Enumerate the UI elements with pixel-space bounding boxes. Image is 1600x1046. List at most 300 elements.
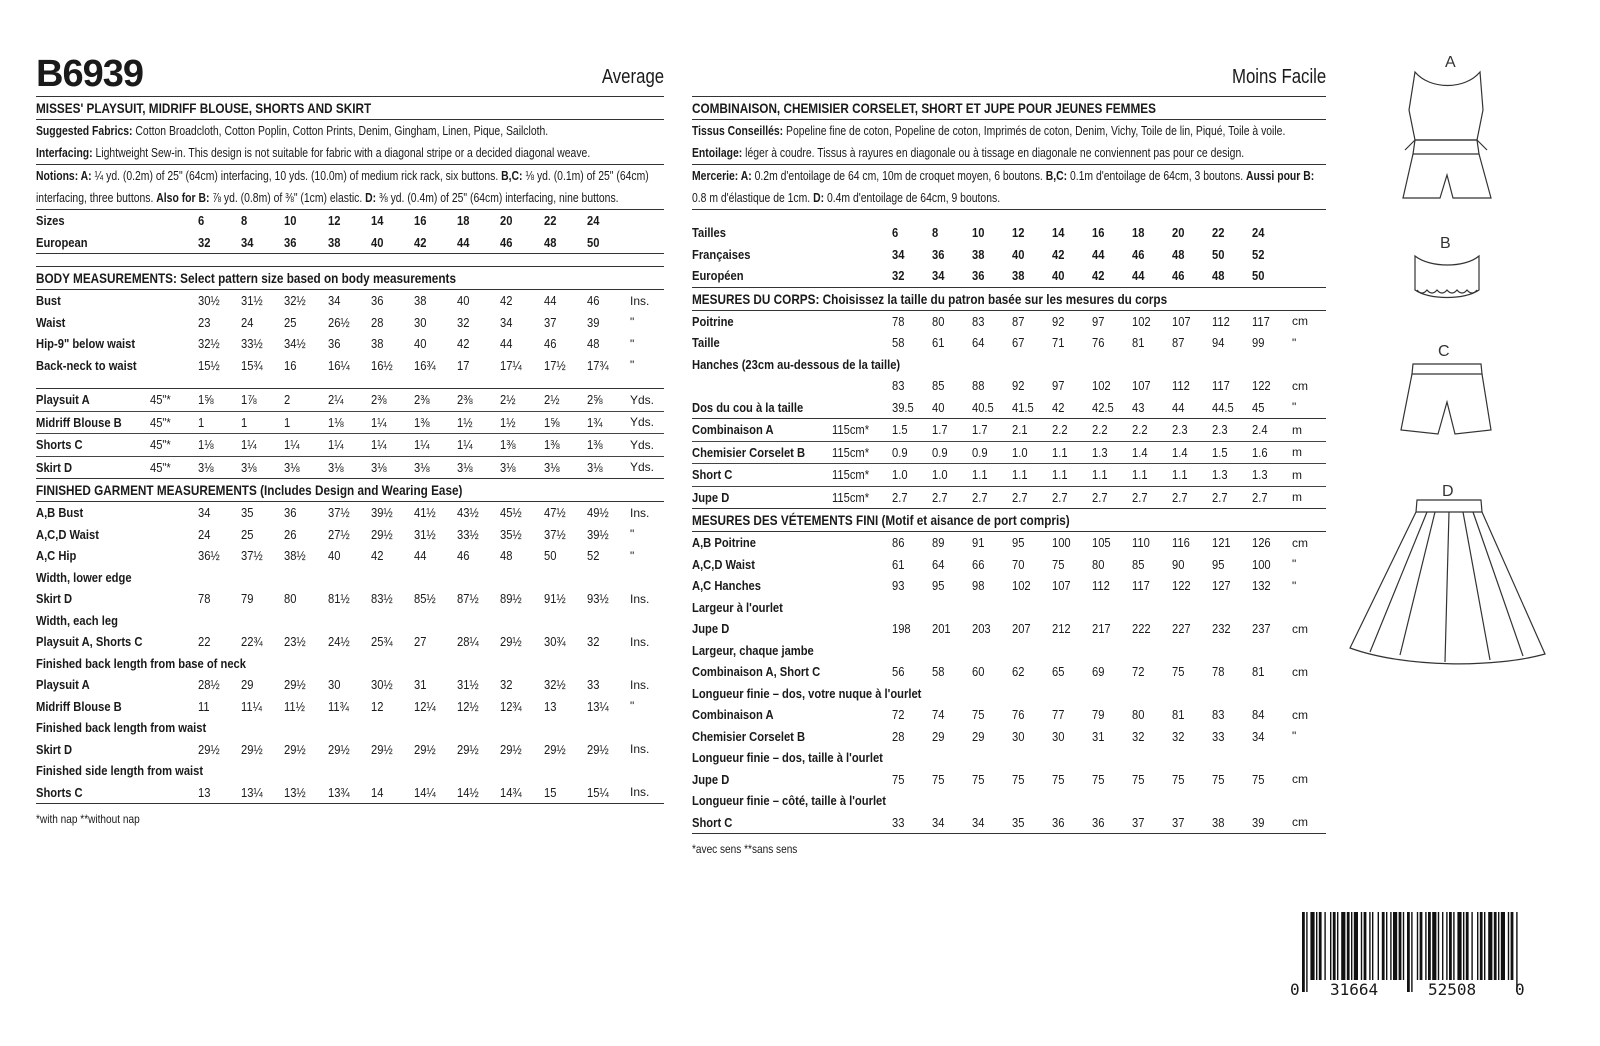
body-measurements-title: BODY MEASUREMENTS: Select pattern size based on body measurements	[36, 270, 456, 286]
pattern-title: MISSES' PLAYSUIT, MIDRIFF BLOUSE, SHORTS AND SKIRT	[36, 100, 372, 116]
measurement-row	[692, 532, 1326, 554]
size-value	[241, 333, 284, 355]
difficulty-level-fr: Moins Facile	[1231, 66, 1326, 88]
view-a-label: A	[1445, 54, 1456, 71]
size-value	[892, 244, 932, 266]
size-value-text: 42	[1092, 268, 1105, 284]
size-value	[241, 674, 284, 696]
size-value	[198, 524, 241, 546]
size-value-text: 1⅞	[241, 392, 257, 408]
size-value-text: 42	[370, 548, 384, 564]
size-value	[1052, 464, 1092, 487]
finished-measurements-title: FINISHED GARMENT MEASUREMENTS (Includes Design and Wearing Ease)	[36, 482, 463, 498]
measurement-row	[36, 312, 664, 334]
row-label	[36, 434, 150, 457]
footnote-fr: *avec sens **sans sens	[692, 842, 798, 856]
barcode-bar	[1471, 912, 1472, 980]
size-value	[500, 674, 543, 696]
size-value	[1172, 618, 1212, 640]
size-value	[1252, 419, 1292, 441]
size-value	[241, 502, 284, 524]
size-value	[241, 631, 284, 653]
size-value-text: 105	[1092, 535, 1111, 551]
size-value-text: 2.2	[1092, 422, 1108, 438]
size-value	[284, 502, 327, 524]
barcode-bar	[1369, 912, 1370, 980]
size-value-text: 39½	[586, 526, 609, 542]
measurement-row	[692, 575, 1326, 597]
size-value-text: 217	[1092, 621, 1111, 637]
size-value	[371, 502, 414, 524]
size-value	[1012, 618, 1052, 640]
row-label	[692, 661, 892, 683]
measurement-row	[692, 397, 1326, 419]
size-value-text: 10	[972, 225, 985, 241]
size-value-text: 102	[1012, 578, 1031, 594]
size-value-text: 1¼	[327, 437, 344, 453]
size-value-text: 1.1	[1092, 467, 1108, 483]
barcode-bar	[1457, 912, 1461, 980]
size-value-text: 2	[284, 392, 291, 408]
size-value-text: 29½	[457, 741, 479, 757]
size-value-text: 1	[241, 414, 248, 430]
size-value-text: 18	[457, 213, 470, 229]
row-label-text: Jupe D	[692, 771, 730, 787]
size-value	[1172, 441, 1212, 464]
size-value-text: 203	[972, 621, 991, 637]
size-value	[284, 739, 327, 761]
size-value	[241, 210, 284, 232]
notions-alsob: ⅞ yd. (0.8m) of ⅜" (1cm) elastic.	[212, 190, 363, 205]
unit	[1292, 244, 1326, 266]
size-value	[1132, 332, 1172, 354]
size-value	[1012, 375, 1052, 397]
barcode-bar	[1393, 912, 1397, 980]
row-heading	[692, 354, 1326, 376]
size-value	[328, 456, 371, 479]
size-value	[932, 265, 972, 287]
size-value-text: 16½	[370, 357, 393, 373]
pattern-title-fr: COMBINAISON, CHEMISIER CORSELET, SHORT ET JUPE POUR JEUNES FEMMES	[692, 100, 1156, 116]
row-label	[692, 618, 892, 640]
size-value-text: 80	[932, 313, 945, 329]
unit: "	[1292, 557, 1297, 572]
size-value	[198, 389, 241, 411]
size-value-text: 29½	[241, 741, 263, 757]
row-heading-text: Hanches (23cm au-dessous de la taille)	[692, 356, 901, 372]
size-value-text: 22¾	[241, 634, 263, 650]
size-value-text: 75	[1172, 771, 1185, 787]
size-value	[1052, 575, 1092, 597]
size-value	[544, 333, 587, 355]
size-value-text: 41.5	[1012, 399, 1034, 415]
size-value	[371, 456, 414, 479]
row-label	[692, 332, 892, 354]
fabric-width-text: 115cm*	[832, 422, 870, 438]
size-value-text: 39	[586, 314, 600, 330]
size-value-text: 39.5	[892, 399, 914, 415]
barcode-bar	[1382, 912, 1385, 980]
size-value-text: 22	[1212, 225, 1225, 241]
barcode-bar	[1417, 912, 1418, 980]
size-value-text: 222	[1132, 621, 1151, 637]
size-value-text: 44.5	[1212, 399, 1234, 415]
size-value	[414, 674, 457, 696]
size-value-text: 85½	[413, 591, 436, 607]
notions-d-fr: 0.4m d'entoilage de 64cm, 9 boutons.	[826, 190, 1001, 205]
size-value	[371, 333, 414, 355]
unit: Ins.	[630, 591, 650, 606]
size-value	[932, 332, 972, 354]
size-value-text: 94	[1212, 335, 1225, 351]
notions-bc-label: B,C:	[501, 168, 523, 183]
size-value	[371, 631, 414, 653]
unit: cm	[1292, 314, 1308, 329]
row-label	[692, 375, 892, 397]
size-value	[1252, 375, 1292, 397]
size-value	[500, 588, 543, 610]
row-label-text: A,B Poitrine	[692, 535, 756, 551]
size-value-text: 77	[1052, 707, 1065, 723]
barcode-bar	[1378, 912, 1379, 980]
size-value	[414, 290, 457, 312]
size-value	[1132, 222, 1172, 244]
measurement-row	[692, 375, 1326, 397]
size-value-text: 91½	[543, 591, 566, 607]
size-value	[414, 739, 457, 761]
size-value	[1132, 265, 1172, 287]
size-value-text: 1.4	[1132, 444, 1148, 460]
notions-label: Notions: A:	[36, 168, 92, 183]
measurement-row	[36, 545, 664, 567]
size-value	[371, 434, 414, 457]
size-value	[972, 464, 1012, 487]
barcode-bar	[1330, 912, 1331, 980]
unit: "	[1292, 335, 1297, 350]
size-value-text: 91	[972, 535, 985, 551]
size-value-text: 1.1	[1012, 467, 1028, 483]
size-value-text: 34	[327, 293, 341, 309]
size-value-text: 61	[892, 556, 905, 572]
size-value-text: 81	[1252, 664, 1265, 680]
row-label	[692, 812, 892, 834]
size-value-text: 38½	[284, 548, 307, 564]
barcode	[1290, 912, 1530, 1012]
view-c-shorts-drawing	[1401, 364, 1491, 434]
barcode-bar	[1390, 912, 1391, 980]
size-value	[932, 375, 972, 397]
size-value-text: 45	[1252, 399, 1265, 415]
size-value-text: 0.9	[972, 444, 988, 460]
size-value-text: 126	[1252, 535, 1271, 551]
size-value	[1132, 661, 1172, 683]
size-value	[1052, 375, 1092, 397]
notions-label-fr: Mercerie: A:	[692, 168, 752, 183]
size-value	[972, 726, 1012, 748]
row-heading	[36, 717, 664, 739]
size-value-text: 2⅜	[370, 392, 387, 408]
measurement-row	[692, 597, 1326, 619]
size-value-text: 50	[1252, 268, 1265, 284]
size-value	[241, 389, 284, 411]
view-c-label: C	[1438, 343, 1450, 360]
size-value-text: 36	[284, 234, 297, 250]
size-value-text: 29½	[413, 741, 436, 757]
size-value-text: 2.7	[1092, 489, 1108, 505]
size-value-text: 30¾	[543, 634, 566, 650]
size-value-text: 1⅜	[500, 437, 516, 453]
size-value	[1212, 441, 1252, 464]
size-value-text: 75	[972, 771, 985, 787]
row-label-text: A,B Bust	[36, 505, 84, 521]
size-value-text: 52	[1252, 246, 1265, 262]
row-label	[692, 222, 892, 244]
row-label	[692, 464, 832, 487]
size-value-text: 75	[1052, 771, 1065, 787]
unit: cm	[1292, 815, 1308, 830]
barcode-bar	[1484, 912, 1485, 980]
size-value	[500, 312, 543, 334]
size-value	[972, 575, 1012, 597]
size-value-text: 3⅛	[370, 459, 387, 475]
size-value-text: 2.7	[1132, 489, 1148, 505]
measurement-row	[692, 683, 1326, 705]
size-value	[1252, 441, 1292, 464]
size-value-text: 37½	[327, 505, 350, 521]
size-value	[972, 554, 1012, 576]
size-value	[500, 631, 543, 653]
barcode-bar	[1324, 912, 1325, 980]
size-value-text: 33	[1212, 728, 1225, 744]
size-value	[1132, 375, 1172, 397]
size-value-text: 1¼	[370, 414, 387, 430]
size-value	[587, 456, 630, 479]
size-value-text: 2.2	[1052, 422, 1068, 438]
size-value	[932, 441, 972, 464]
unit	[1292, 265, 1326, 287]
row-heading-text: Longueur finie – dos, taille à l'ourlet	[692, 750, 883, 766]
row-heading-text: Finished side length from waist	[36, 763, 204, 779]
size-value	[1212, 464, 1252, 487]
size-value-text: 24½	[327, 634, 350, 650]
size-value	[1012, 812, 1052, 834]
measurement-row	[692, 704, 1326, 726]
size-value-text: 3⅛	[198, 459, 214, 475]
size-value	[972, 532, 1012, 554]
row-label-text: A,C Hanches	[692, 578, 761, 594]
size-value	[1212, 486, 1252, 509]
size-value	[932, 486, 972, 509]
size-value	[1092, 332, 1132, 354]
size-value	[328, 290, 371, 312]
size-value-text: 2.7	[932, 489, 948, 505]
size-value	[284, 290, 327, 312]
size-value	[1172, 769, 1212, 791]
size-value-text: 44	[1172, 399, 1185, 415]
size-value-text: 83	[1212, 707, 1225, 723]
size-value-text: 75	[892, 771, 905, 787]
yardage-row	[692, 464, 1326, 487]
size-value-text: 6	[198, 213, 205, 229]
size-value-text: 81	[1172, 707, 1185, 723]
finished-measurements-table	[36, 502, 664, 804]
size-value	[932, 661, 972, 683]
size-value-text: 37½	[241, 548, 263, 564]
size-value-text: 34	[241, 234, 254, 250]
notions-d-label-fr: D:	[813, 190, 825, 205]
barcode-bar	[1319, 912, 1322, 980]
row-heading-text: Longueur finie – dos, votre nuque à l'ourlet	[692, 685, 922, 701]
size-value	[972, 419, 1012, 441]
fabric-width	[150, 411, 198, 434]
size-value	[1252, 332, 1292, 354]
size-value-text: 1.1	[972, 467, 988, 483]
size-value	[241, 545, 284, 567]
size-value	[972, 397, 1012, 419]
row-label	[692, 486, 832, 509]
size-value	[1212, 704, 1252, 726]
size-value-text: 24	[1252, 225, 1265, 241]
size-value-text: 47½	[543, 505, 566, 521]
size-value	[457, 389, 500, 411]
measurement-row	[36, 355, 664, 377]
size-value-text: 29½	[370, 741, 393, 757]
row-label-text: Playsuit A, Shorts C	[36, 634, 143, 650]
size-value-text: 64	[972, 335, 985, 351]
size-value	[587, 232, 630, 254]
row-label	[692, 311, 892, 333]
size-value	[1252, 244, 1292, 266]
size-value	[892, 332, 932, 354]
row-label	[36, 411, 150, 434]
measurement-row	[36, 232, 664, 254]
size-value-text: 48	[1172, 246, 1185, 262]
garment-illustrations	[1345, 50, 1575, 680]
size-value-text: 39½	[370, 505, 393, 521]
fabrics-block	[36, 120, 664, 165]
size-value	[198, 456, 241, 479]
size-value-text: 2.7	[1172, 489, 1188, 505]
fabric-width-text: 45"*	[150, 459, 171, 475]
size-value	[544, 232, 587, 254]
notions-bc: ⅛ yd. (0.1m) of 25" (64cm) interfacing, three buttons.	[36, 168, 649, 205]
size-value-text: 100	[1252, 556, 1271, 572]
size-value-text: 67	[1012, 335, 1025, 351]
barcode-bar	[1501, 912, 1505, 980]
size-value	[1132, 618, 1172, 640]
size-value-text: 11¾	[327, 698, 349, 714]
size-value	[1212, 575, 1252, 597]
size-value-text: 17¾	[586, 357, 609, 373]
size-value	[500, 389, 543, 411]
size-value	[1252, 311, 1292, 333]
size-value-text: 112	[1172, 378, 1190, 394]
barcode-bar	[1302, 912, 1305, 992]
size-value-text: 25	[284, 314, 297, 330]
size-value-text: 36	[327, 336, 341, 352]
fabric-width-text: 45"*	[150, 414, 171, 430]
size-value	[1132, 311, 1172, 333]
barcode-bar	[1316, 912, 1317, 980]
size-value-text: 31½	[241, 293, 263, 309]
size-value-text: 227	[1172, 621, 1191, 637]
size-value-text: 121	[1212, 535, 1231, 551]
size-value-text: 81	[1132, 335, 1145, 351]
row-label-text: Chemisier Corselet B	[692, 728, 806, 744]
size-value-text: 33	[892, 814, 905, 830]
size-value	[1092, 244, 1132, 266]
measurement-row	[36, 760, 664, 782]
size-value-text: 33	[586, 677, 600, 693]
size-value-text: 34	[500, 314, 513, 330]
row-label	[36, 696, 198, 718]
size-value-text: 22	[198, 634, 211, 650]
size-value-text: 29	[241, 677, 254, 693]
measurement-row	[692, 222, 1326, 244]
size-value-text: 62	[1012, 664, 1025, 680]
size-value	[1172, 375, 1212, 397]
unit: Ins.	[630, 742, 650, 757]
row-heading-text: Width, each leg	[36, 612, 118, 628]
size-value	[1132, 419, 1172, 441]
size-value-text: 1⅛	[327, 414, 344, 430]
unit: "	[1292, 578, 1297, 593]
row-heading	[36, 567, 664, 589]
size-value	[587, 696, 630, 718]
yardage-table	[36, 389, 664, 479]
row-label	[692, 532, 892, 554]
barcode-bar	[1446, 912, 1447, 980]
size-value	[198, 411, 241, 434]
size-value	[414, 232, 457, 254]
size-value-text: 2.2	[1132, 422, 1148, 438]
size-value-text: 16	[1092, 225, 1105, 241]
measurement-row	[36, 588, 664, 610]
interfacing-label: Interfacing:	[36, 145, 93, 160]
size-value	[457, 411, 500, 434]
size-value	[241, 355, 284, 377]
row-label-text: Waist	[36, 314, 66, 330]
size-value	[284, 456, 327, 479]
size-value	[1132, 397, 1172, 419]
barcode-bar	[1364, 912, 1367, 980]
size-value-text: 32½	[543, 677, 566, 693]
size-value-text: 37	[543, 314, 556, 330]
size-value	[932, 311, 972, 333]
size-value	[932, 769, 972, 791]
size-value	[328, 696, 371, 718]
size-value	[1172, 661, 1212, 683]
size-value	[198, 782, 241, 804]
size-value	[1092, 265, 1132, 287]
barcode-bar	[1411, 912, 1412, 992]
finished-measurements-table-fr	[692, 532, 1326, 834]
size-value	[284, 524, 327, 546]
size-value	[371, 545, 414, 567]
size-value	[1132, 769, 1172, 791]
size-value-text: 87½	[457, 591, 479, 607]
size-value	[972, 769, 1012, 791]
unit: "	[630, 699, 635, 714]
size-value-text: 33½	[241, 336, 263, 352]
size-value	[241, 411, 284, 434]
row-label	[692, 554, 892, 576]
row-label-text: Skirt D	[36, 741, 73, 757]
size-value-text: 42	[413, 234, 427, 250]
size-value	[500, 333, 543, 355]
barcode-bar	[1463, 912, 1464, 980]
row-label-text: Poitrine	[692, 313, 734, 329]
